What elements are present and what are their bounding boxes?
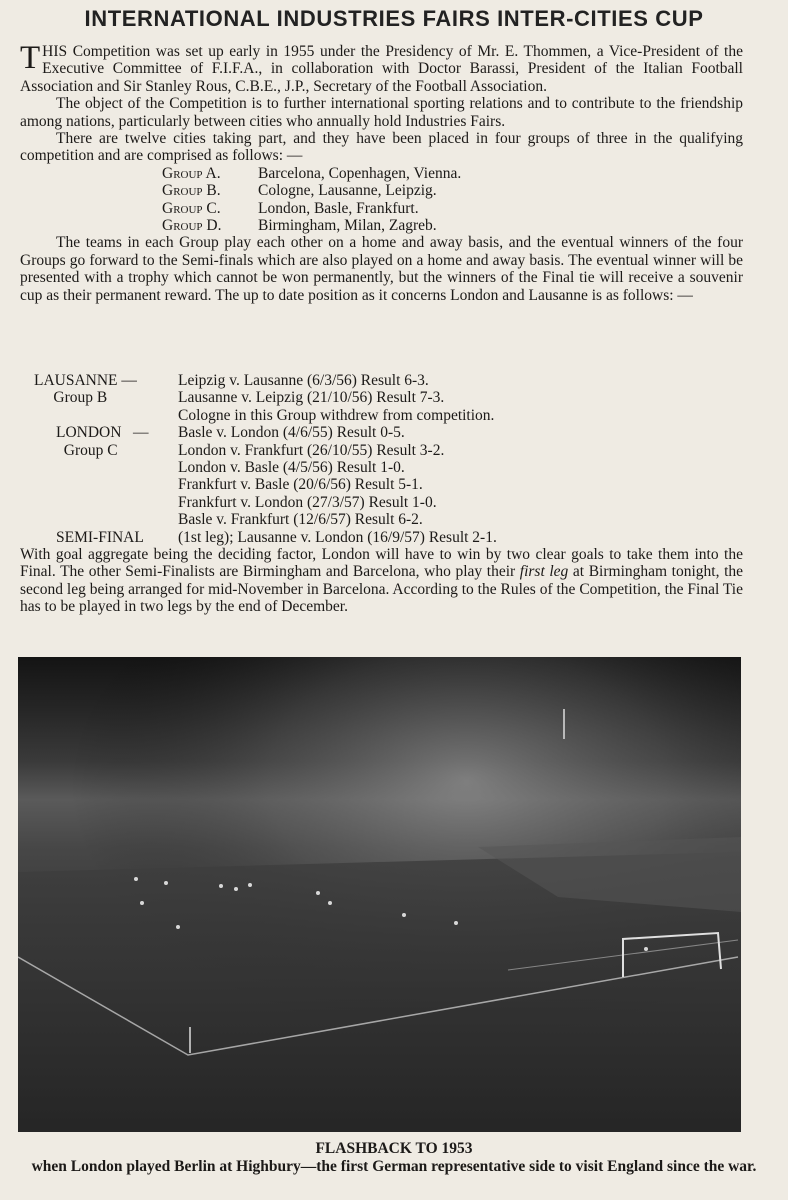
closing-text-italic: first leg — [519, 563, 569, 581]
result-label — [20, 476, 178, 493]
results-list — [20, 372, 743, 546]
result-label: LONDON — — [56, 424, 149, 442]
result-label — [20, 511, 178, 528]
result-text: Basle v. London (4/6/55) Result 0-5. — [178, 424, 405, 442]
group-name: Group B. — [162, 182, 221, 200]
page-title: INTERNATIONAL INDUSTRIES FAIRS INTER-CITIES CUP — [84, 6, 704, 31]
intro-paragraph-3: There are twelve cities taking part, and they have been placed in four groups of three in the qualifying competition and are comprised as follows: — — [20, 130, 743, 165]
player — [316, 891, 320, 895]
closing-paragraph — [20, 546, 743, 616]
result-label — [20, 494, 178, 511]
player — [328, 901, 332, 905]
drop-cap: T — [20, 40, 41, 76]
group-name: Group C. — [162, 199, 221, 217]
result-row — [20, 476, 743, 493]
caption-heading: FLASHBACK TO 1953 — [315, 1140, 473, 1157]
player — [402, 913, 406, 917]
player — [140, 901, 144, 905]
player — [164, 881, 168, 885]
intro-paragraph-1-text: HIS Competition was set up early in 1955 under the Presidency of Mr. E. Thommen, a Vice-President of the Executive Committee of F.I.F.A., in collaboration with Doctor Barassi, President of the Italian Football Association and Sir Stanley Rous, C.B.E., J.P., Secretary of the Football Association. — [20, 43, 743, 95]
group-item — [20, 182, 743, 199]
result-text: (1st leg); Lausanne v. London (16/9/57) Result 2-1. — [178, 528, 497, 546]
group-cities: Birmingham, Milan, Zagreb. — [258, 217, 437, 235]
result-label — [20, 459, 178, 476]
groups-list — [20, 165, 743, 235]
group-item — [20, 200, 743, 217]
intro-section — [20, 40, 743, 304]
result-text: Frankfurt v. Basle (20/6/56) Result 5-1. — [178, 476, 423, 494]
player — [176, 925, 180, 929]
player — [134, 877, 138, 881]
closing-text-before: With goal aggregate being the deciding factor, London will have to win by two clear goals to take them into the Final. The other Semi-Finalists are Birmingham and Barcelona, who play their — [20, 546, 743, 581]
group-name: Group D. — [162, 217, 222, 235]
result-label: Group B — [34, 389, 108, 407]
stadium-photo — [18, 657, 741, 1132]
caption-text: when London played Berlin at Highbury—the first German representative side to visit England since the war. — [31, 1157, 757, 1175]
format-paragraph: The teams in each Group play each other on a home and away basis, and the eventual winners of the four Groups go forward to the Semi-finals which are also played on a home and away basis. The eventual winner will be presented with a trophy which cannot be won permanently, but the winners of the Final tie will receive a souvenir cup as their permanent reward. The up to date position as it concerns London and Lausanne is as follows: — — [20, 234, 743, 304]
closing-text — [20, 546, 743, 616]
result-text: Cologne in this Group withdrew from competition. — [178, 406, 495, 424]
player — [454, 921, 458, 925]
photo-caption — [0, 1140, 788, 1175]
intro-paragraph-2: The object of the Competition is to further international sporting relations and to contribute to the friendship among nations, particularly between cities who annually hold Industries Fairs. — [20, 95, 743, 130]
result-text: Frankfurt v. London (27/3/57) Result 1-0. — [178, 493, 437, 511]
result-row — [20, 494, 743, 511]
result-text: London v. Basle (4/5/56) Result 1-0. — [178, 459, 405, 477]
player — [248, 883, 252, 887]
result-row — [20, 459, 743, 476]
stadium-photo-drawing — [18, 657, 741, 1132]
result-row — [20, 529, 743, 546]
group-cities: London, Basle, Frankfurt. — [258, 199, 419, 217]
player — [644, 947, 648, 951]
group-name: Group A. — [162, 164, 221, 182]
player — [219, 884, 223, 888]
group-cities: Cologne, Lausanne, Leipzig. — [258, 182, 437, 200]
result-row — [20, 511, 743, 528]
result-label: Group C — [56, 441, 118, 459]
group-item — [20, 165, 743, 182]
group-cities: Barcelona, Copenhagen, Vienna. — [258, 164, 462, 182]
result-label — [20, 407, 178, 424]
group-item — [20, 217, 743, 234]
intro-paragraph-1 — [20, 40, 743, 95]
player — [234, 887, 238, 891]
result-row — [20, 442, 743, 459]
result-text: Lausanne v. Leipzig (21/10/56) Result 7-3. — [178, 389, 445, 407]
result-text: Leipzig v. Lausanne (6/3/56) Result 6-3. — [178, 372, 429, 389]
result-label: SEMI-FINAL — [56, 528, 144, 546]
result-row — [20, 407, 743, 424]
result-text: London v. Frankfurt (26/10/55) Result 3-2. — [178, 441, 445, 459]
result-row — [20, 389, 743, 406]
result-text: Basle v. Frankfurt (12/6/57) Result 6-2. — [178, 511, 423, 529]
result-row — [20, 424, 743, 441]
result-label: LAUSANNE — — [34, 372, 141, 389]
result-row — [20, 372, 743, 389]
closing-text-after: at Birmingham tonight, the second leg being arranged for mid-November in Barcelona. According to the Rules of the Competition, the Final Tie has to be played in two legs by the end of December. — [20, 563, 744, 616]
